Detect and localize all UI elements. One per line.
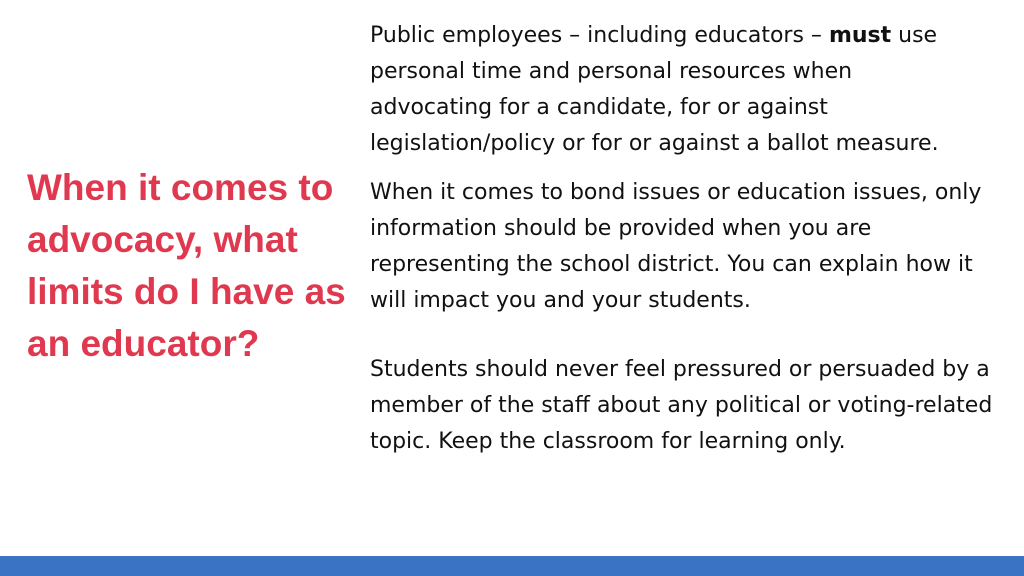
paragraph-personal-time <box>370 18 970 162</box>
bottom-accent-bar <box>0 556 1024 576</box>
emphasis-must: must <box>828 23 892 48</box>
paragraph-students: Students should never feel pressured or persuaded by a member of the staff about any political or voting-related topic. Keep the classroom for learning only. <box>370 357 993 454</box>
slide-heading: When it comes to advocacy, what limits do I have as an educator? <box>27 167 346 364</box>
paragraph-bond-issues: When it comes to bond issues or education issues, only information should be provided when you are representing the school district. You can explain how it will impact you and your students. <box>370 180 982 313</box>
slide-body <box>370 18 995 460</box>
paragraph-personal-time-end: use personal time and personal resources when advocating for a candidate, for or against legislation/policy or for or against a ballot measure. <box>370 23 939 156</box>
paragraph-personal-time-start: Public employees – including educators – <box>370 23 829 48</box>
